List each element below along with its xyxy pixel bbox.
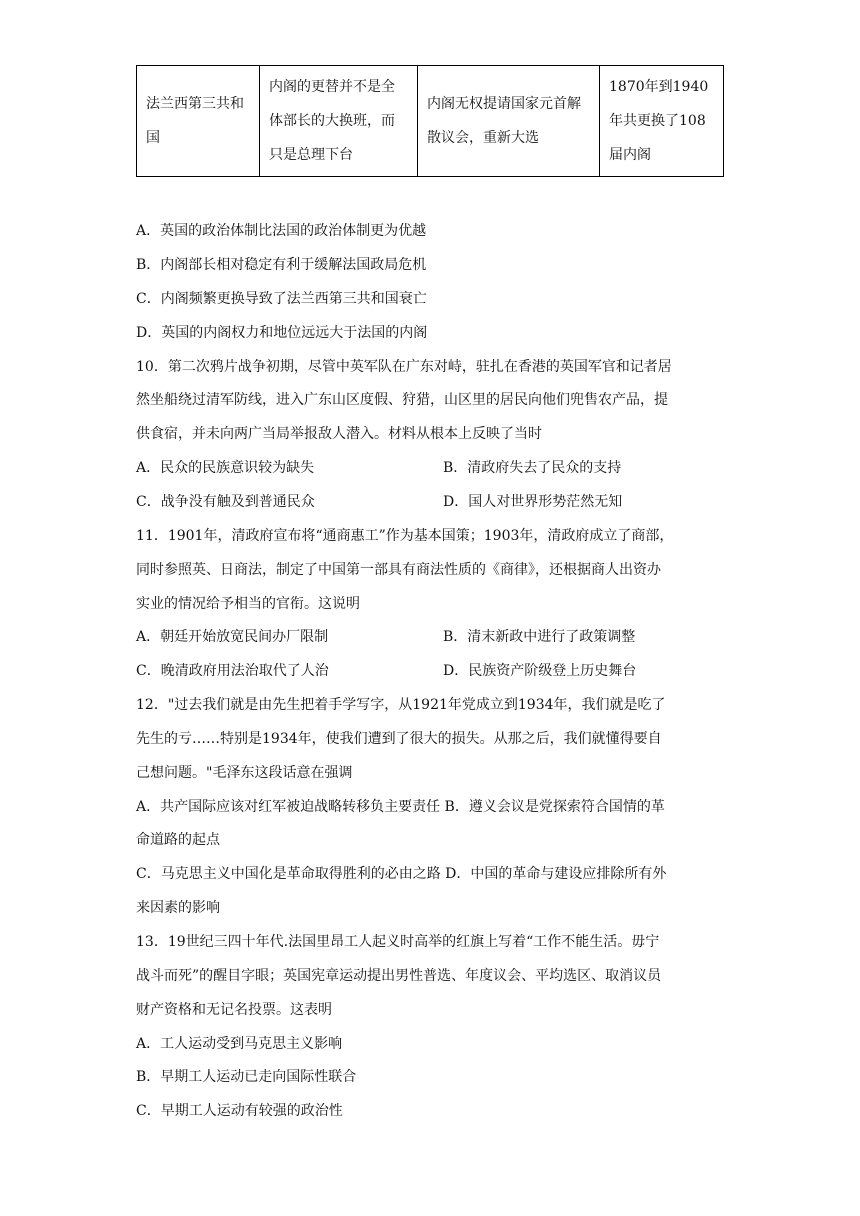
q9-option-d: D．英国的内阁权力和地位远远大于法国的内阁 xyxy=(136,325,428,341)
q9-option-a: A．英国的政治体制比法国的政治体制更为优越 xyxy=(136,223,427,239)
q10-stem-line: 然坐船绕过清军防线，进入广东山区度假、狩猎，山区里的居民向他们兜售农产品，提 xyxy=(136,392,668,408)
q11-option-a: A．朝廷开始放宽民间办厂限制 xyxy=(136,629,329,645)
q12-stem-line: 12．"过去我们就是由先生把着手学写字，从1921年党成立到1934年，我们就是吃了 xyxy=(136,697,666,713)
q13-option-a: A．工人运动受到马克思主义影响 xyxy=(136,1036,343,1052)
q10-stem-line: 10．第二次鸦片战争初期，尽管中英军队在广东对峙，驻扎在香港的英国军官和记者居 xyxy=(136,359,672,375)
q12-option-line: 命道路的起点 xyxy=(136,832,220,848)
q10-option-b: B．清政府失去了民众的支持 xyxy=(443,460,622,476)
q12-option-line: 来因素的影响 xyxy=(136,900,220,916)
q10-option-c: C．战争没有触及到普通民众 xyxy=(136,494,315,510)
q11-option-b: B．清末新政中进行了政策调整 xyxy=(443,629,636,645)
q13-stem-line: 财产资格和无记名投票。这表明 xyxy=(136,1002,332,1018)
q11-option-c: C．晚清政府用法治取代了人治 xyxy=(136,663,329,679)
comparison-table xyxy=(136,65,724,177)
q10-stem-line: 供食宿，并未向两广当局举报敌人潜入。材料从根本上反映了当时 xyxy=(136,426,542,442)
table-cell-cabinet-change: 内阁的更替并不是全体部长的大换班，而只是总理下台 xyxy=(260,66,418,177)
table-cell-count: 1870年到1940年共更换了108届内阁 xyxy=(600,66,724,177)
table-row xyxy=(137,66,724,177)
q13-option-b: B．早期工人运动已走向国际性联合 xyxy=(136,1069,357,1085)
q11-stem-line: 11．1901年，清政府宣布将“通商惠工”作为基本国策；1903年，清政府成立了商部， xyxy=(136,528,674,544)
q10-option-d: D．国人对世界形势茫然无知 xyxy=(443,494,623,510)
q11-stem-line: 同时参照英、日商法，制定了中国第一部具有商法性质的《商律》，还根据商人出资办 xyxy=(136,562,661,578)
q13-option-c: C．早期工人运动有较强的政治性 xyxy=(136,1103,343,1119)
table-cell-dissolution: 内阁无权提请国家元首解散议会，重新大选 xyxy=(418,66,600,177)
q13-stem-line: 战斗而死”的醒目字眼；英国宪章运动提出男性普选、年度议会、平均选区、取消议员 xyxy=(136,968,662,984)
q12-option-line: A．共产国际应该对红军被迫战略转移负主要责任 B．遵义会议是党探索符合国情的革 xyxy=(136,799,665,815)
q11-stem-line: 实业的情况给予相当的官衔。这说明 xyxy=(136,596,360,612)
q12-option-line: C．马克思主义中国化是革命取得胜利的必由之路 D．中国的革命与建设应排除所有外 xyxy=(136,866,667,882)
q13-stem-line: 13．19世纪三四十年代.法国里昂工人起义时高举的红旗上写着“工作不能生活。毋宁 xyxy=(136,934,660,950)
q9-option-b: B．内阁部长相对稳定有利于缓解法国政局危机 xyxy=(136,257,427,273)
table-cell-country: 法兰西第三共和国 xyxy=(137,66,260,177)
q12-stem-line: 己想问题。"毛泽东这段话意在强调 xyxy=(136,765,353,781)
q12-stem-line: 先生的亏……特别是1934年，使我们遭到了很大的损失。从那之后，我们就懂得要自 xyxy=(136,731,662,747)
q9-option-c: C．内阁频繁更换导致了法兰西第三共和国衰亡 xyxy=(136,291,427,307)
q10-option-a: A．民众的民族意识较为缺失 xyxy=(136,460,315,476)
q11-option-d: D．民族资产阶级登上历史舞台 xyxy=(443,663,637,679)
